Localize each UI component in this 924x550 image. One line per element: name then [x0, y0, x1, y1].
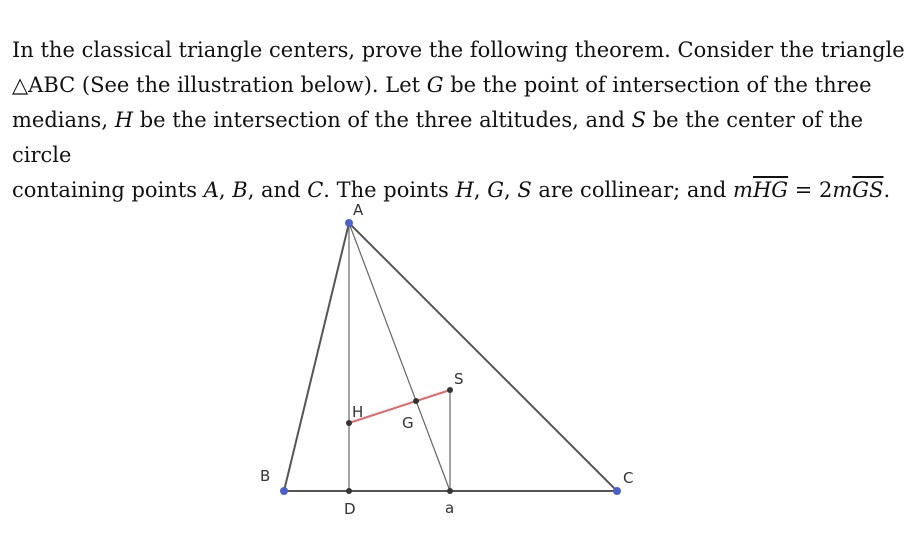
centroid-g-point: [413, 398, 419, 404]
problem-line-2: △ABC (See the illustration below). Let G be the point of intersection of the three: [12, 73, 872, 97]
midpoint-a-point: [447, 488, 453, 494]
circumcenter-s-point: [447, 387, 453, 393]
problem-line-4: containing points A, B, and C. The points H, G, S are collinear; and $m\overline{HG} = 2m\overline{GS}$.: [12, 178, 891, 202]
label-b: B: [260, 467, 271, 485]
euler-line: [349, 390, 450, 423]
label-c: C: [623, 469, 634, 487]
label-s: S: [454, 370, 464, 388]
label-d: D: [344, 500, 356, 518]
vertex-b-point: [280, 487, 288, 495]
median-a-midpoint: [349, 223, 450, 491]
vertex-c-point: [613, 487, 621, 495]
label-g: G: [402, 414, 414, 432]
vertex-a-point: [345, 219, 353, 227]
label-midpoint-a: a: [445, 499, 455, 517]
problem-line-1: In the classical triangle centers, prove the following theorem. Consider the triangle: [12, 38, 905, 62]
label-a: A: [353, 201, 364, 219]
problem-line-3: medians, H be the intersection of the three altitudes, and S be the center of the circle: [12, 108, 864, 167]
foot-d-point: [346, 488, 352, 494]
label-h: H: [352, 403, 364, 421]
